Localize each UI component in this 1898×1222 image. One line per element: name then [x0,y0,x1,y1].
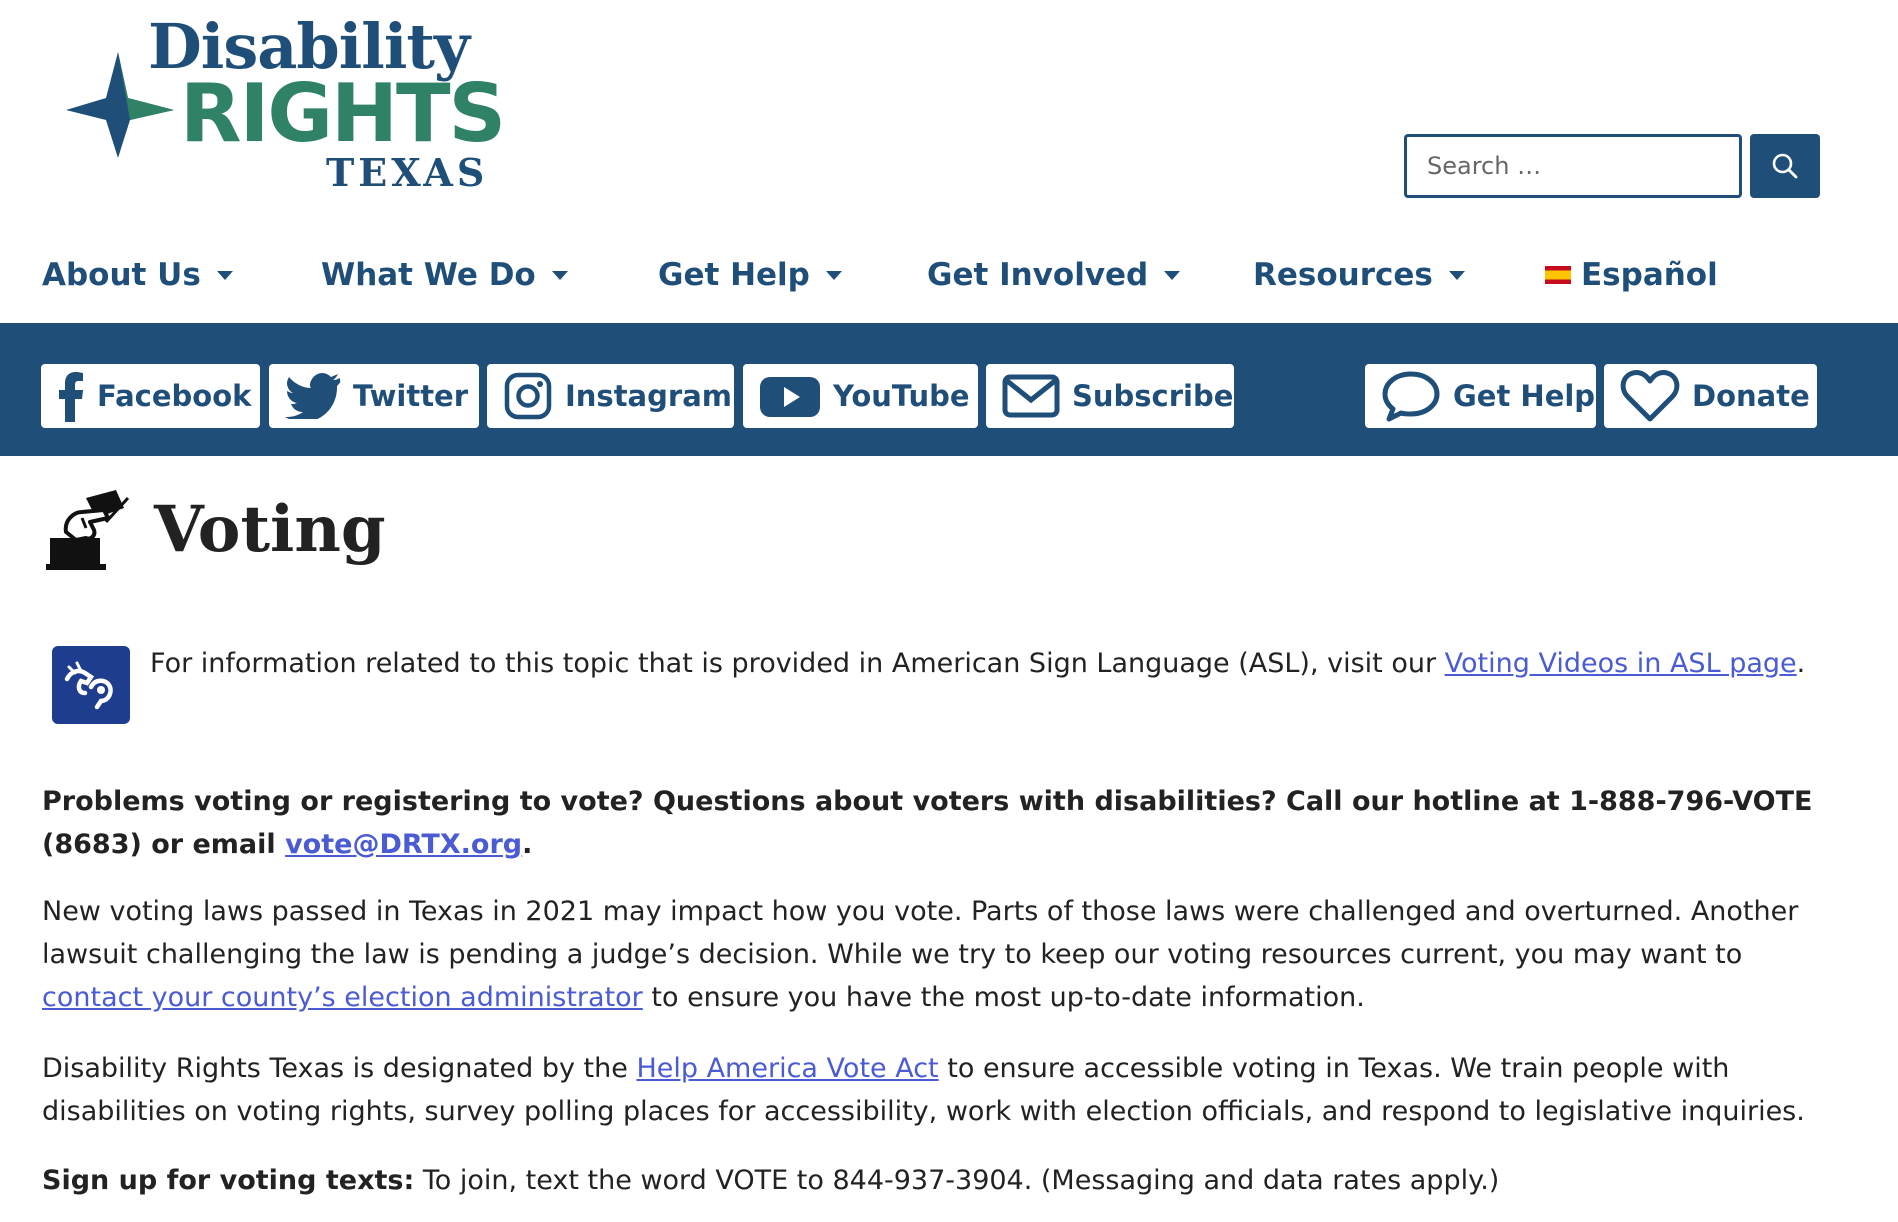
asl-notice [52,646,1852,724]
facebook-label: Facebook [97,379,252,413]
asl-sign-language-icon [52,646,130,724]
instagram-button[interactable] [487,364,734,428]
twitter-icon [285,373,341,419]
logo-texas: TEXAS [326,150,489,195]
nav-label: Get Help [658,257,810,293]
help-america-vote-act-link[interactable]: Help America Vote Act [636,1053,939,1084]
nav-get-help[interactable] [658,257,927,293]
election-administrator-link[interactable]: contact your county’s election administrator [42,982,643,1013]
caret-down-icon [826,271,842,280]
hotline-end: . [522,829,533,860]
hotline-text: Problems voting or registering to vote? Questions about voters with disabilities? Call our hotline at 1-888-796-VOTE (8683) or email [42,786,1813,860]
voting-texts-body: To join, text the word VOTE to 844-937-3904. (Messaging and data rates apply.) [422,1165,1500,1196]
search-form [1404,134,1820,198]
twitter-button[interactable] [269,364,479,428]
nav-get-involved[interactable] [927,257,1253,293]
hava-paragraph [42,1047,1842,1133]
spain-flag-icon [1545,266,1571,284]
nav-what-we-do[interactable] [321,257,658,293]
nav-about-us[interactable] [42,257,321,293]
asl-videos-link[interactable]: Voting Videos in ASL page [1444,648,1797,679]
facebook-button[interactable] [41,364,260,428]
nav-label: Resources [1253,257,1433,293]
ballot-voting-icon [46,488,132,570]
speech-bubble-icon [1381,370,1441,422]
asl-text-end: . [1796,648,1806,679]
envelope-icon [1002,374,1060,418]
youtube-label: YouTube [833,379,970,413]
search-input[interactable] [1404,134,1742,198]
search-icon [1771,152,1799,180]
hotline-paragraph [42,780,1842,866]
instagram-icon [503,371,553,421]
hava-end: to ensure accessible voting in Texas. We train people with disabilities on voting rights, survey polling places for accessibility, work with election officials, and respond to legislative inquiries. [42,1053,1805,1127]
asl-text-body: For information related to this topic that is provided in American Sign Language (ASL), visit our [150,648,1437,679]
instagram-label: Instagram [565,379,732,413]
site-logo[interactable] [60,10,505,195]
vote-email-link[interactable]: vote@DRTX.org [285,829,523,860]
nav-label: About Us [42,257,201,293]
voting-laws-paragraph [42,890,1842,1019]
nav-resources[interactable] [1253,257,1545,293]
get-help-button[interactable] [1365,364,1596,428]
heart-icon [1620,369,1680,423]
hava-text: Disability Rights Texas is designated by the [42,1053,628,1084]
caret-down-icon [1164,271,1180,280]
caret-down-icon [1449,271,1465,280]
voting-texts-paragraph [42,1159,1842,1202]
get-help-label: Get Help [1453,379,1596,413]
logo-disability: Disability [148,10,470,83]
nav-label: Get Involved [927,257,1149,293]
donate-label: Donate [1692,379,1810,413]
youtube-button[interactable] [743,364,978,428]
logo-rights: RIGHTS [180,67,505,160]
subscribe-label: Subscribe [1072,379,1234,413]
nav-language-espanol[interactable] [1545,257,1718,293]
nav-label: What We Do [321,257,536,293]
voting-laws-text: New voting laws passed in Texas in 2021 may impact how you vote. Parts of those laws were challenged and overturned. Another lawsuit challenging the law is pending a judge’s decision. While we try to keep our voting resources current, you may want to [42,896,1799,970]
facebook-icon [57,370,85,422]
youtube-icon [759,373,821,419]
nav-label: Español [1581,257,1718,293]
subscribe-button[interactable] [986,364,1234,428]
caret-down-icon [217,271,233,280]
search-button[interactable] [1750,134,1820,198]
twitter-label: Twitter [353,379,469,413]
voting-laws-end: to ensure you have the most up-to-date information. [651,982,1365,1013]
donate-button[interactable] [1604,364,1817,428]
social-bar [0,323,1898,456]
page-title: Voting [154,491,386,567]
caret-down-icon [552,271,568,280]
voting-texts-label: Sign up for voting texts: [42,1165,415,1196]
page-header [46,488,386,570]
main-nav [42,248,1862,302]
asl-text [150,646,1805,724]
